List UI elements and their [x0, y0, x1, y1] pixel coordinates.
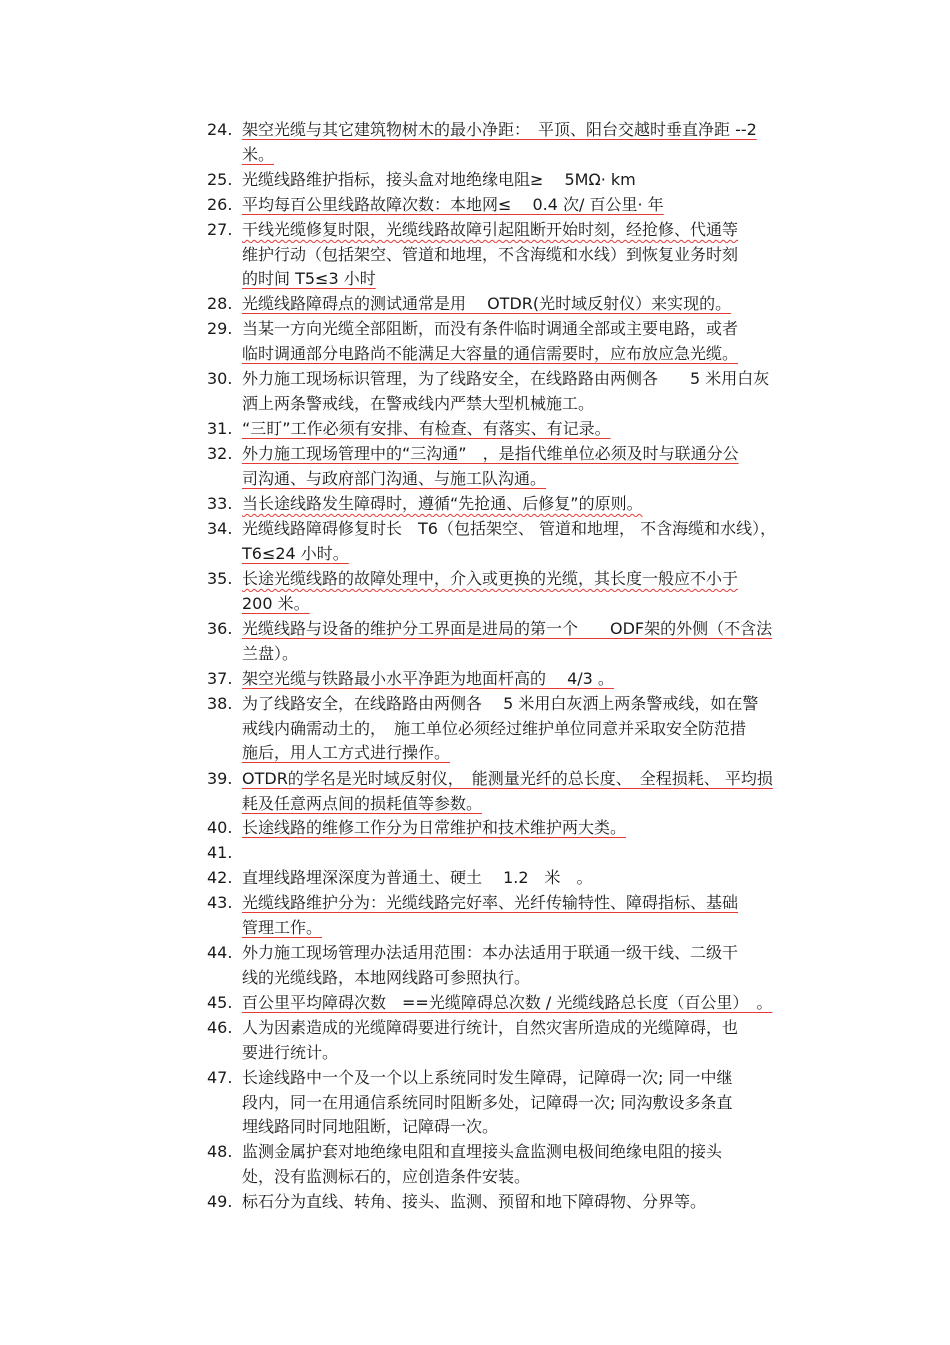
item-text-line: 长途线路的维修工作分为日常维护和技术维护两大类。 [242, 818, 627, 837]
item-text-line: 光缆线路障碍修复时长 T6（包括架空、 管道和地埋， 不含海缆和水线）， [242, 519, 777, 538]
item-49 [207, 1190, 837, 1215]
item-number: 47. [207, 1068, 233, 1087]
item-text-line: “三盯”工作必须有安排、有检查、有落实、有记录。 [242, 419, 611, 438]
item-number: 45. [207, 993, 233, 1012]
item-40 [207, 816, 837, 841]
item-28 [207, 292, 837, 317]
item-37 [207, 667, 837, 692]
item-text-line: 临时调通部分电路尚不能满足大容量的通信需要时，应布放应急光缆。 [242, 343, 739, 363]
item-text-line: 架空光缆与铁路最小水平净距为地面杆高的 4/3 。 [242, 669, 614, 688]
item-text-line: 光缆线路障碍点的测试通常是用 OTDR(光时域反射仪）来实现的。 [242, 294, 732, 313]
item-text-line: 处，没有监测标石的，应创造条件安装。 [242, 1166, 531, 1186]
item-text-line: 光缆线路与设备的维护分工界面是进局的第一个 ODF架的外侧（不含法 [242, 619, 773, 638]
item-text-line: 司沟通、与政府部门沟通、与施工队沟通。 [242, 468, 547, 488]
item-text-line: 干线光缆修复时限，光缆线路故障引起阻断开始时刻，经抢修、代通等 [242, 220, 739, 239]
item-30 [207, 367, 837, 416]
item-text-line: 外力施工现场管理办法适用范围：本办法适用于联通一级干线、二级干 [242, 943, 739, 962]
item-text-line: 外力施工现场标识管理，为了线路安全，在线路路由两侧各 5 米用白灰 [242, 369, 770, 388]
item-number: 46. [207, 1018, 233, 1037]
item-text-line: 平均每百公里线路故障次数：本地网≤ 0.4 次/ 百公里· 年 [242, 195, 664, 214]
item-number: 43. [207, 893, 233, 912]
item-text-line: OTDR的学名是光时域反射仪， 能测量光纤的总长度、 全程损耗、 平均损 [242, 769, 773, 788]
item-number: 38. [207, 694, 233, 713]
item-text-line: 米。 [242, 144, 275, 164]
item-text-line: 管理工作。 [242, 917, 323, 937]
item-text-line: 标石分为直线、转角、接头、监测、预留和地下障碍物、分界等。 [242, 1192, 707, 1211]
item-45 [207, 991, 837, 1016]
item-27 [207, 218, 837, 292]
item-number: 49. [207, 1192, 233, 1211]
item-text-line: 百公里平均障碍次数 ==光缆障碍总次数 / 光缆线路总长度（百公里） 。 [242, 993, 773, 1012]
item-number: 29. [207, 319, 233, 338]
item-text-line: 外力施工现场管理中的“三沟通” ，是指代维单位必须及时与联通分公 [242, 444, 739, 463]
item-44 [207, 941, 837, 990]
item-text-line: 当某一方向光缆全部阻断，而没有条件临时调通全部或主要电路，或者 [242, 319, 739, 338]
item-29 [207, 317, 837, 366]
item-number: 48. [207, 1142, 233, 1161]
item-33 [207, 492, 837, 517]
item-text-line: 人为因素造成的光缆障碍要进行统计，自然灾害所造成的光缆障碍，也 [242, 1018, 739, 1037]
item-47 [207, 1066, 837, 1140]
item-text-line: 为了线路安全，在线路路由两侧各 5 米用白灰洒上两条警戒线，如在警 [242, 694, 759, 713]
item-text-line: T6≤24 小时。 [242, 543, 349, 563]
item-text-line: 洒上两条警戒线，在警戒线内严禁大型机械施工。 [242, 393, 595, 413]
item-42 [207, 866, 837, 891]
item-text-line: 200 米。 [242, 593, 310, 613]
item-number: 40. [207, 818, 233, 837]
item-31 [207, 417, 837, 442]
item-text-line: 架空光缆与其它建筑物树木的最小净距： 平顶、阳台交越时垂直净距 --2 [242, 120, 757, 139]
item-text-line: 戒线内确需动土的， 施工单位必须经过维护单位同意并采取安全防范措 [242, 718, 747, 738]
item-number: 26. [207, 195, 233, 214]
item-number: 33. [207, 494, 233, 513]
item-text-line: 埋线路同时同地阻断，记障碍一次。 [242, 1117, 499, 1136]
item-text-line: 光缆线路维护指标，接头盒对地绝缘电阻≥ 5MΩ· km [242, 170, 636, 189]
item-number: 25. [207, 170, 233, 189]
item-number: 37. [207, 669, 233, 688]
item-number: 30. [207, 369, 233, 388]
item-number: 28. [207, 294, 233, 313]
item-number: 27. [207, 220, 233, 239]
item-46 [207, 1016, 837, 1065]
item-43 [207, 891, 837, 940]
item-number: 34. [207, 519, 233, 538]
item-text-line: 当长途线路发生障碍时，遵循“先抢通、后修复”的原则。 [242, 494, 643, 513]
item-number: 36. [207, 619, 233, 638]
item-number: 44. [207, 943, 233, 962]
item-text-line: 光缆线路维护分为：光缆线路完好率、光纤传输特性、障碍指标、基础 [242, 893, 739, 912]
item-number: 35. [207, 569, 233, 588]
item-text-line: 长途光缆线路的故障处理中，介入或更换的光缆，其长度一般应不小于 [242, 569, 739, 588]
item-24 [207, 118, 837, 167]
item-text-line: 兰盘）。 [242, 643, 299, 663]
item-text-line: 要进行统计。 [242, 1042, 339, 1062]
item-48 [207, 1140, 837, 1189]
item-number: 24. [207, 120, 233, 139]
item-text-line: 长途线路中一个及一个以上系统同时发生障碍，记障碍一次; 同一中继 [242, 1068, 733, 1087]
item-25 [207, 168, 837, 193]
item-text-line: 维护行动（包括架空、管道和地埋，不含海缆和水线）到恢复业务时刻 [242, 244, 739, 264]
item-35 [207, 567, 837, 616]
item-number: 39. [207, 769, 233, 788]
item-38 [207, 692, 837, 766]
item-number: 42. [207, 868, 233, 887]
item-39 [207, 767, 837, 816]
item-number: 41. [207, 843, 233, 862]
item-text-line: 的时间 T5≤3 小时 [242, 269, 376, 288]
item-text-line: 直埋线路埋深深度为普通土、硬土 1.2 米 。 [242, 868, 593, 887]
item-number: 32. [207, 444, 233, 463]
item-26 [207, 193, 837, 218]
item-number: 31. [207, 419, 233, 438]
item-text-line: 监测金属护套对地绝缘电阻和直埋接头盒监测电极间绝缘电阻的接头 [242, 1142, 723, 1161]
item-32 [207, 442, 837, 491]
item-text-line: 段内，同一在用通信系统同时阻断多处，记障碍一次; 同沟敷设多条直 [242, 1092, 733, 1112]
item-text-line: 线的光缆线路，本地网线路可参照执行。 [242, 967, 531, 987]
item-text-line: 施后，用人工方式进行操作。 [242, 743, 451, 762]
item-34 [207, 517, 837, 566]
item-36 [207, 617, 837, 666]
item-text-line: 耗及任意两点间的损耗值等参数。 [242, 793, 483, 813]
